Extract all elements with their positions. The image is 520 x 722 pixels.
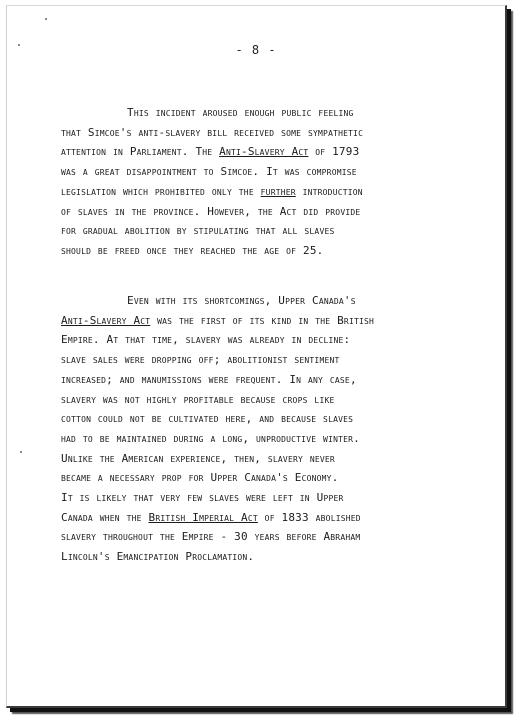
- text-line: [61, 182, 481, 202]
- text-run: attention in Parliament. The: [61, 145, 220, 159]
- text-line: [61, 291, 481, 311]
- text-line: [61, 390, 481, 410]
- text-line: [61, 449, 481, 469]
- underlined-text: British Imperial Act: [148, 510, 258, 524]
- text-line: [61, 123, 481, 143]
- text-run: Lincoln's Emancipation Proclamation.: [61, 550, 255, 564]
- scan-speck: [45, 18, 47, 20]
- text-run: had to be maintained during a long, unproductive winter.: [61, 431, 360, 445]
- text-line: [61, 103, 481, 123]
- text-line: [61, 409, 481, 429]
- text-run: Unlike the American experience, then, slavery never: [61, 451, 335, 465]
- text-line: [61, 221, 481, 241]
- text-run: This incident aroused enough public feeling: [127, 106, 354, 119]
- text-line: [61, 547, 481, 567]
- underlined-text: Anti-Slavery Act: [219, 145, 309, 159]
- text-run: that Simcoe's anti-slavery bill received some sympathetic: [61, 125, 364, 139]
- text-line: [61, 162, 481, 182]
- text-run: slavery was not highly profitable because crops like: [61, 392, 335, 406]
- text-line: [61, 527, 481, 547]
- text-line: [61, 488, 481, 508]
- page-number: - 8 -: [235, 43, 277, 57]
- text-run: of slaves in the province. However, the Act did provide: [61, 204, 361, 218]
- text-run: should be freed once they reached the age of 25.: [61, 243, 324, 257]
- text-run: of 1793: [308, 145, 360, 159]
- text-line: [61, 350, 481, 370]
- text-run: increased; and manumissions were frequent. In any case,: [61, 372, 357, 386]
- text-run: was the first of its kind in the British: [150, 313, 375, 327]
- text-run: legislation which prohibited only the: [61, 184, 261, 198]
- paragraph-1: [61, 103, 481, 261]
- text-run: became a necessary prop for Upper Canada's Economy.: [61, 471, 339, 485]
- text-line: [61, 468, 481, 488]
- underlined-text: further: [260, 184, 296, 198]
- text-run: of 1833 abolished: [257, 510, 361, 524]
- text-run: slavery throughout the Empire - 30 years before Abraham: [61, 530, 361, 544]
- text-run: Even with its shortcomings, Upper Canada's: [127, 294, 356, 307]
- underlined-text: Anti-Slavery Act: [61, 313, 151, 327]
- text-run: was a great disappointment to Simcoe. It was compromise: [61, 165, 357, 179]
- text-run: slave sales were dropping off; abolitionist sentiment: [61, 353, 340, 367]
- scan-speck: [20, 451, 22, 453]
- text-run: It is likely that very few slaves were left in Upper: [61, 491, 344, 505]
- text-line: [61, 142, 481, 162]
- text-run: introduction: [295, 184, 363, 198]
- text-run: Empire. At that time, slavery was already in decline:: [61, 333, 351, 347]
- text-line: [61, 508, 481, 528]
- text-line: [61, 241, 481, 261]
- text-line: [61, 202, 481, 222]
- paragraph-2: [61, 291, 481, 567]
- text-run: for gradual abolition by stipulating that all slaves: [61, 224, 335, 238]
- text-line: [61, 311, 481, 331]
- text-run: cotton could not be cultivated here, and because slaves: [61, 412, 354, 426]
- text-line: [61, 429, 481, 449]
- text-run: Canada when the: [61, 510, 149, 524]
- text-line: [61, 370, 481, 390]
- document-page: [6, 5, 507, 708]
- text-line: [61, 330, 481, 350]
